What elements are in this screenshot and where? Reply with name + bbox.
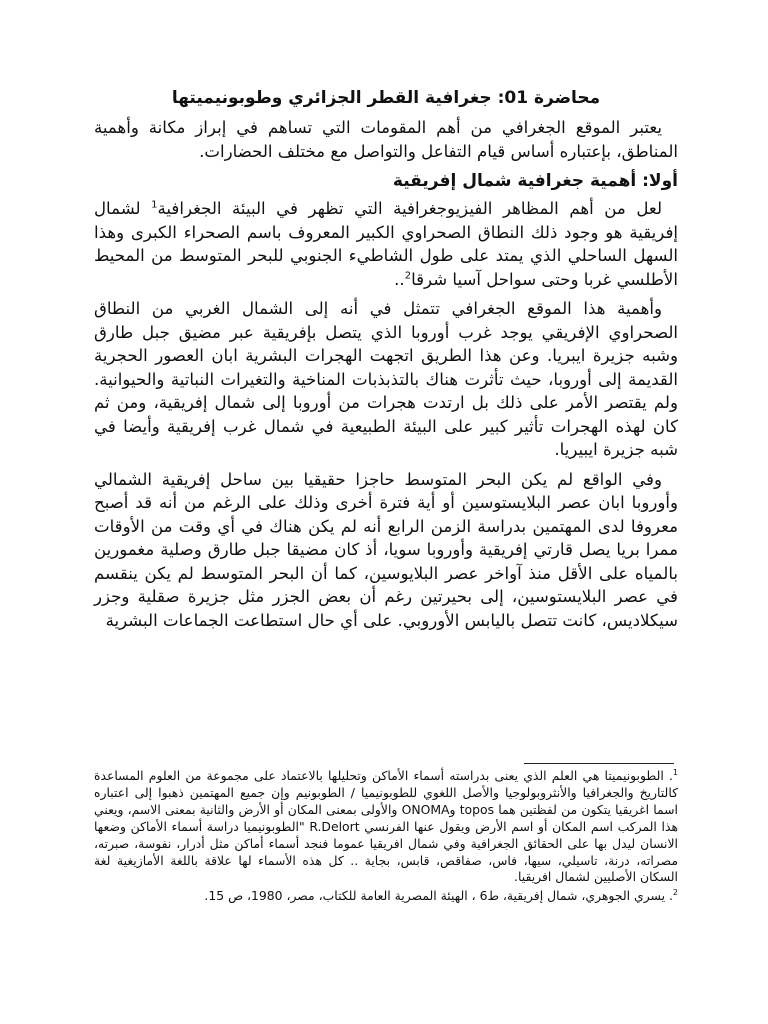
paragraph-2: وأهمية هذا الموقع الجغرافي تتمثل في أنه إلى الشمال الغربي من النطاق الصحراوي الإفريقي يوجد غرب أوروبا الذي يتصل بإفريقية عبر مضيق جبل طارق وشبه جزيرة ايبريا. وعن هذا الطريق اتجهت الهجرات البشرية ابان العصور الحجرية القديمة إلى أوروبا، حيث تأثرت هناك بالتذبذبات المناخية والتغيرات النباتية والحيوانية. ولم يقتصر الأمر على ذلك بل ارتدت هجرات من أوروبا إلى شمال إفريقية، ومن ثم كان لهذه الهجرات تأثير كبير على البيئة الطبيعية في شمال غرب إفريقية وأيضا في شبه جزيرة ايبيريا.: [94, 299, 678, 459]
footnote-mark-1: 1: [672, 767, 678, 777]
section-heading: أولا: أهمية جغرافية شمال إفريقية: [392, 171, 678, 191]
paragraph-3: وفي الواقع لم يكن البحر المتوسط حاجزا حقيقيا بين ساحل إفريقية الشمالي وأوروبا ابان عصر البلايستوسين أو أية فترة أخرى وذلك على الرغم من أنه قد أصبح معروفا لدى المهتمين بدراسة الزمن الرابع أنه لم يكن هناك في أي وقت من الأوقات ممرا بريا يصل قارتي إفريقية وأوروبا سويا، أذ كان مضيقا جبل طارق وصلية مغمورين بالمياه على الأقل منذ آواخر عصر البلايوسين، كما أن البحر المتوسط لم يكن ينقسم في عصر البلايستوسين، إلى بحيرتين رغم أن بعض الجزر مثل جزيرة صقلية وجزر سيكلاديس، كانت تتصل باليابس الأوروبي. على أي حال استطاعت الجماعات البشرية: [94, 469, 678, 630]
paragraph-1-part-b: لشمال إفريقية هو وجود ذلك النطاق الصحراوي الكبير المعروف باسم الصحراء الكبرى وهذا السهل الساحلي الذي يمتد على طول الشاطيء الجنوبي للبحر المتوسط من المحيط الأطلسي غربا وحتى سواحل آسيا شرقا: [94, 199, 678, 289]
footnote-1: [94, 768, 678, 886]
footnote-ref-2[interactable]: 2: [404, 269, 412, 281]
document-body: [94, 86, 678, 638]
intro-paragraph: يعتبر الموقع الجغرافي من أهم المقومات التي تساهم في إبراز مكانة وأهمية المناطق، بإعتباره أساس قيام التفاعل والتواصل مع مختلف الحضارات.: [94, 118, 678, 161]
footnote-separator: [524, 763, 674, 764]
lecture-title: محاضرة 01: جغرافية القطر الجزائري وطوبونيميتها: [171, 88, 601, 108]
footnote-text-1: . الطوبونيميتا هي العلم الذي يعنى بدراسته أسماء الأماكن وتحليلها بالاعتماد على مجموعة من العلوم المساعدة كالتاريخ والجغرافيا والأنثروبولوجيا والأصل اللغوي للطوبونيميا / الطوبونيم وإن جميع المهتمين ذهبوا إلى اعتباره اسما اغريقيا يتكون من لفظتين هما topos وONOMA والأولى بمعنى المكان أو الأرض والثانية بمعنى الاسم، ويعني هذا المركب اسم المكان أو اسم الأرض ويقول عنها الفرنسي R.Delort "الطوبونيميا دراسة أسماء الأماكن وضعها الانسان ليدل بها على الحقائق الجغرافية وفي شمال افريقيا عموما فنجد أسماء أماكن مثل أدرار، نفوسة، صبرته، مصراته، درنة، تاسيلي، سيها، فاس، صفاقص، قابس، بجاية .. كل هذه الأسماء لها علاقة باللغة الأمازيغية لغة السكان الأصليين لشمال افريقيا.: [94, 768, 678, 885]
paragraph-1: [94, 197, 678, 291]
footnote-text-2: . يسري الجوهري، شمال إفريقية، ط6 ، الهيئة المصرية العامة للكتاب، مصر، 1980، ص 15.: [204, 888, 673, 904]
paragraph-1-end: ..: [394, 269, 405, 289]
paragraph-1-part-a: لعل من أهم المظاهر الفيزيوجغرافية التي تظهر في البيئة الجغرافية: [157, 199, 662, 218]
footnotes: [94, 768, 678, 907]
footnote-mark-2: 2: [672, 888, 678, 898]
footnote-2: [94, 888, 678, 905]
footnote-ref-1[interactable]: 1: [151, 199, 158, 211]
